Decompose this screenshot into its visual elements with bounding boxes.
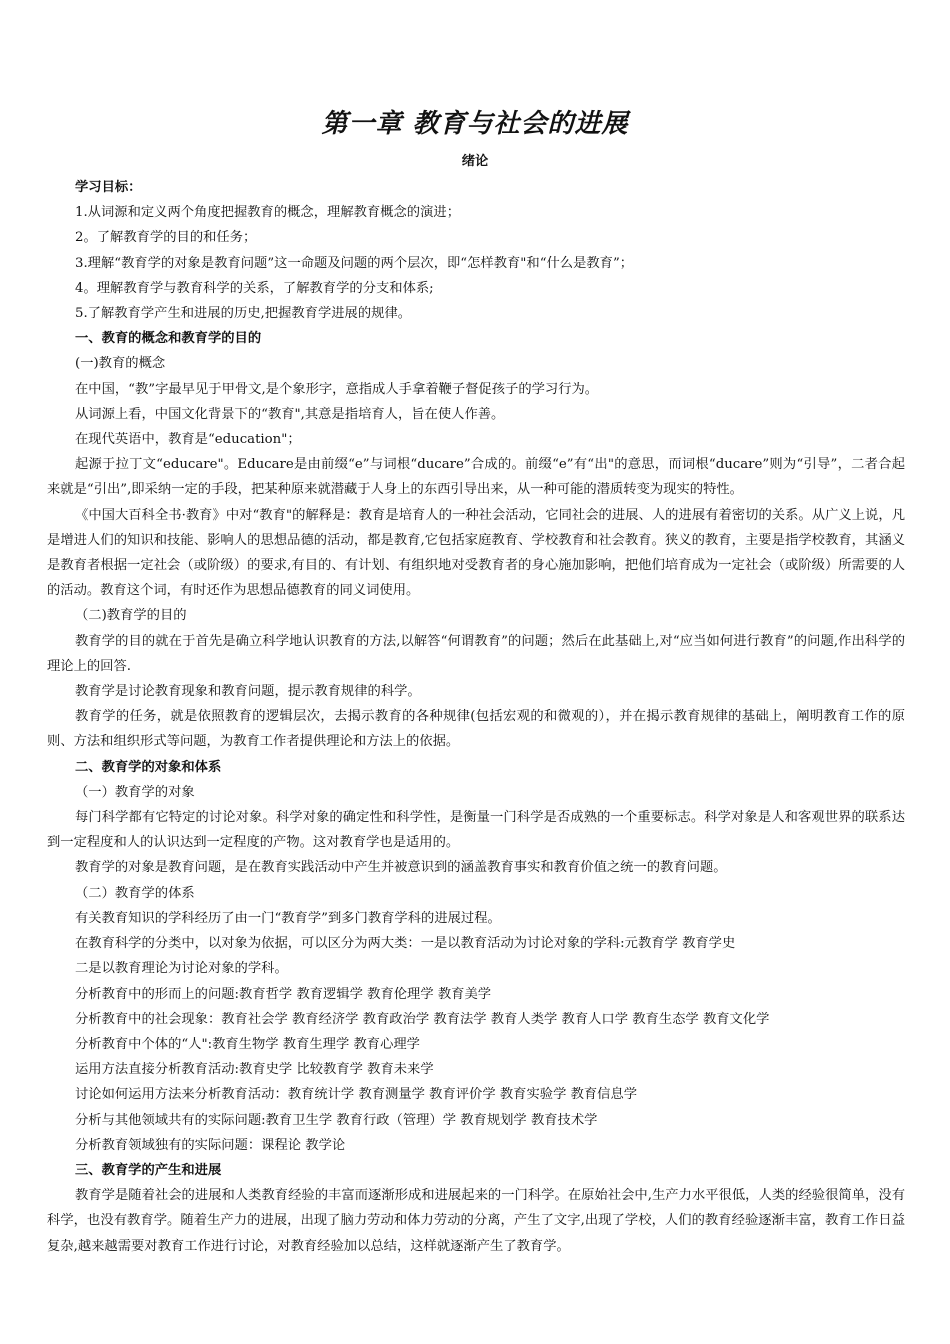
section-subtitle: 绪论 [461, 154, 489, 169]
learning-goal-item: 2。了解教育学的目的和任务； [75, 230, 257, 246]
discipline-list-line: 讨论如何运用方法来分析教育活动：教育统计学 教育测量学 教育评价学 教育实验学 教育信息学 [75, 1087, 638, 1103]
learning-goal-item: 3.理解“教育学的对象是教育问题”这一命题及问题的两个层次，即“怎样教育"和“什么是教育”； [75, 255, 634, 271]
chapter-title: 第一章 教育与社会的进展 [321, 109, 629, 139]
discipline-list-line: 分析与其他领域共有的实际问题:教育卫生学 教育行政（管理）学 教育规划学 教育技术学 [75, 1112, 598, 1128]
discipline-list-line: 分析教育中的形而上的问题:教育哲学 教育逻辑学 教育伦理学 教育美学 [75, 986, 492, 1002]
subsection-heading: （一）教育学的对象 [75, 784, 195, 800]
body-paragraph: 每门科学都有它特定的讨论对象。科学对象的确定性和科学性，是衡量一门科学是否成熟的一个重要标志。科学对象是人和客观世界的联系达到一定程度和人的认识达到一定程度的产物。这对教育学也是适用的。 [47, 810, 905, 851]
body-paragraph: 在中国，“教”字最早见于甲骨文,是个象形字，意指成人手拿着鞭子督促孩子的学习行为。 [75, 381, 599, 397]
body-paragraph: 教育学是讨论教育现象和教育问题，提示教育规律的科学。 [75, 684, 421, 700]
discipline-list-line: 分析教育领域独有的实际问题：课程论 教学论 [75, 1137, 346, 1153]
body-paragraph: 从词源上看，中国文化背景下的“教育",其意是指培育人，旨在使人作善。 [75, 406, 505, 422]
subsection-heading: （二)教育学的目的 [75, 608, 187, 624]
body-paragraph: 起源于拉丁文“educare"。Educare是由前缀“e”与词根“ducare”合成的。前缀“e”有“出"的意思，而词根“ducare”则为“引导”，二者合起来就是“引出”,即采纳一定的手段，把某种原来就潜藏于人身上的东西引导出来，从一种可能的潜质转变为现实的特性。 [47, 457, 905, 498]
body-paragraph: 《中国大百科全书·教育》中对“教育"的解释是：教育是培育人的一种社会活动，它同社会的进展、人的进展有着密切的关系。从广义上说，凡是增进人们的知识和技能、影响人的思想品德的活动，都是教育,它包括家庭教育、学校教育和社会教育。狭义的教育，主要是指学校教育，其涵义是教育者根据一定社会（或阶级）的要求,有目的、有计划、有组织地对受教育者的身心施加影响，把他们培育成为一定社会（或阶级）所需要的人的活动。教育这个词，有时还作为思想品德教育的同义词使用。 [47, 507, 905, 599]
subsection-heading: （二）教育学的体系 [75, 885, 195, 901]
body-paragraph: 教育学的任务，就是依照教育的逻辑层次，去揭示教育的各种规律(包括宏观的和微观的），并在揭示教育规律的基础上，阐明教育工作的原则、方法和组织形式等问题，为教育工作者提供理论和方法上的依据。 [47, 709, 905, 750]
section-heading: 二、教育学的对象和体系 [75, 759, 222, 775]
discipline-list-line: 分析教育中的社会现象：教育社会学 教育经济学 教育政治学 教育法学 教育人类学 教育人口学 教育生态学 教育文化学 [75, 1011, 770, 1027]
body-paragraph: 教育学的对象是教育问题，是在教育实践活动中产生并被意识到的涵盖教育事实和教育价值之统一的教育问题。 [75, 860, 727, 876]
body-paragraph: 有关教育知识的学科经历了由一门“教育学”到多门教育学科的进展过程。 [75, 910, 501, 926]
subsection-heading: (一)教育的概念 [75, 356, 166, 372]
learning-goal-item: 1.从词源和定义两个角度把握教育的概念，理解教育概念的演进； [75, 205, 460, 221]
document-body [47, 175, 905, 1259]
body-paragraph: 二是以教育理论为讨论对象的学科。 [75, 961, 288, 977]
section-heading: 三、教育学的产生和进展 [75, 1162, 222, 1178]
discipline-list-line: 分析教育中个体的“人":教育生物学 教育生理学 教育心理学 [75, 1036, 420, 1052]
body-paragraph: 教育学是随着社会的进展和人类教育经验的丰富而逐渐形成和进展起来的一门科学。在原始社会中,生产力水平很低，人类的经验很简单，没有科学，也没有教育学。随着生产力的进展，出现了脑力劳动和体力劳动的分离，产生了文字,出现了学校，人们的教育经验逐渐丰富，教育工作日益复杂,越来越需要对教育工作进行讨论，对教育经验加以总结，这样就逐渐产生了教育学。 [47, 1188, 905, 1254]
body-paragraph: 教育学的目的就在于首先是确立科学地认识教育的方法,以解答“何谓教育”的问题；然后在此基础上,对“应当如何进行教育”的问题,作出科学的理论上的回答. [47, 633, 905, 674]
body-paragraph: 在教育科学的分类中，以对象为依据，可以区分为两大类：一是以教育活动为讨论对象的学科:元教育学 教育学史 [75, 936, 736, 952]
discipline-list-line: 运用方法直接分析教育活动:教育史学 比较教育学 教育未来学 [75, 1062, 434, 1078]
body-paragraph: 在现代英语中，教育是“education"； [75, 432, 301, 448]
learning-goals-heading: 学习目标： [75, 180, 142, 195]
learning-goal-item: 5.了解教育学产生和进展的历史,把握教育学进展的规律。 [75, 306, 412, 322]
section-heading: 一、教育的概念和教育学的目的 [75, 331, 262, 347]
learning-goal-item: 4。理解教育学与教育科学的关系，了解教育学的分支和体系; [75, 280, 434, 296]
